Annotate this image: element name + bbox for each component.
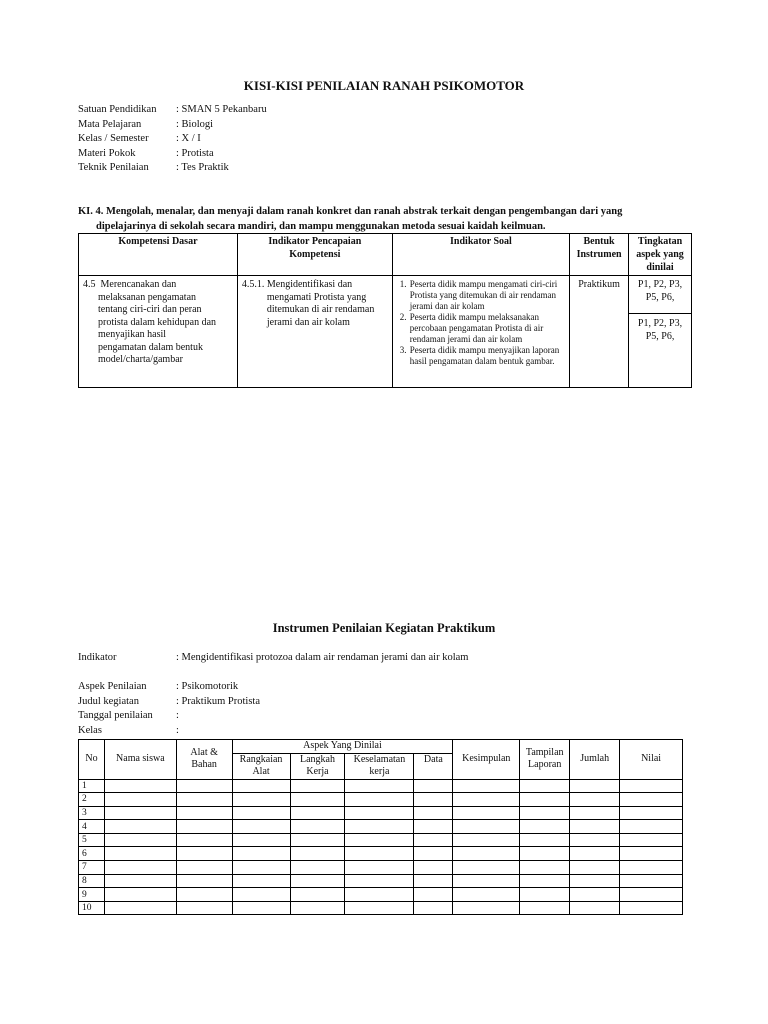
row-number: 8 <box>79 874 105 888</box>
score-cell[interactable] <box>453 779 520 793</box>
row-number: 9 <box>79 888 105 902</box>
kisi-kisi-table <box>78 233 692 388</box>
score-cell[interactable] <box>290 779 345 793</box>
score-cell[interactable] <box>176 793 232 807</box>
score-cell[interactable] <box>453 901 520 915</box>
score-cell[interactable] <box>453 833 520 847</box>
header-bentuk: Bentuk Instrumen <box>570 234 629 276</box>
score-cell[interactable] <box>345 793 414 807</box>
score-cell[interactable] <box>620 888 683 902</box>
score-cell[interactable] <box>232 806 290 820</box>
score-cell[interactable] <box>570 806 620 820</box>
score-cell[interactable] <box>570 901 620 915</box>
table-row <box>79 888 683 902</box>
table-row <box>79 779 683 793</box>
score-cell[interactable] <box>520 820 570 834</box>
score-cell[interactable] <box>453 888 520 902</box>
score-cell[interactable] <box>176 888 232 902</box>
header-kd: Kompetensi Dasar <box>79 234 238 276</box>
score-cell[interactable] <box>345 847 414 861</box>
info-value: : Protista <box>176 147 214 159</box>
info-label: Kelas <box>78 724 102 736</box>
name-cell[interactable] <box>104 901 176 915</box>
name-cell[interactable] <box>104 847 176 861</box>
assessment-info <box>78 680 260 738</box>
score-cell[interactable] <box>345 779 414 793</box>
header-jumlah: Jumlah <box>570 740 620 780</box>
score-cell[interactable] <box>620 793 683 807</box>
info-label: Tanggal penilaian <box>78 710 153 721</box>
score-cell[interactable] <box>290 901 345 915</box>
table-row <box>79 793 683 807</box>
score-cell[interactable] <box>453 847 520 861</box>
row-number: 7 <box>79 861 105 875</box>
header-kesimpulan: Kesimpulan <box>453 740 520 780</box>
info-row <box>78 724 260 739</box>
score-cell[interactable] <box>232 820 290 834</box>
score-cell[interactable] <box>620 779 683 793</box>
table-row <box>79 820 683 834</box>
ki-line-1: KI. 4. Mengolah, menalar, dan menyaji dalam ranah konkret dan ranah abstrak terkait dengan pengembangan dari yang <box>78 206 623 217</box>
score-cell[interactable] <box>453 874 520 888</box>
row-number: 5 <box>79 833 105 847</box>
score-cell[interactable] <box>620 847 683 861</box>
row-number: 4 <box>79 820 105 834</box>
score-cell[interactable] <box>414 901 453 915</box>
header-nama: Nama siswa <box>104 740 176 780</box>
kd-cell: 4.5 Merencanakan dan melaksanan pengamatan tentang ciri-ciri dan peran protista dalam kehidupan dan menyajikan hasil pengamatan dalam bentuk model/charta/gambar <box>79 276 238 388</box>
score-cell[interactable] <box>570 888 620 902</box>
ki-line-2: dipelajarinya di sekolah secara mandiri, dan mampu menggunakan metoda sesuai kaidah keilmuan. <box>96 220 546 232</box>
score-cell[interactable] <box>520 779 570 793</box>
name-cell[interactable] <box>104 833 176 847</box>
name-cell[interactable] <box>104 779 176 793</box>
header-soal: Indikator Soal <box>392 234 569 276</box>
score-cell[interactable] <box>176 874 232 888</box>
score-cell[interactable] <box>620 901 683 915</box>
info-value: : Praktikum Protista <box>176 695 260 707</box>
score-cell[interactable] <box>520 874 570 888</box>
table-header-row <box>79 234 692 276</box>
info-row <box>78 709 260 724</box>
header-tingkatan: Tingkatan aspek yang dinilai <box>629 234 692 276</box>
score-cell[interactable] <box>520 833 570 847</box>
score-cell[interactable] <box>345 833 414 847</box>
score-cell[interactable] <box>520 847 570 861</box>
info-label: Mata Pelajaran <box>78 118 142 130</box>
score-cell[interactable] <box>570 779 620 793</box>
soal-item: 1. Peserta didik mampu mengamati ciri-ciri Protista yang ditemukan di air rendaman jerami dan air kolam <box>409 279 565 312</box>
info-row <box>78 680 260 695</box>
soal-item: 2. Peserta didik mampu melaksanakan percobaan pengamatan Protista di air rendaman jerami dan air kolam <box>409 312 565 345</box>
score-cell[interactable] <box>520 793 570 807</box>
score-cell[interactable] <box>414 833 453 847</box>
core-competence <box>78 205 692 234</box>
row-number: 10 <box>79 901 105 915</box>
score-cell[interactable] <box>176 820 232 834</box>
info-label: Aspek Penilaian <box>78 681 147 692</box>
score-cell[interactable] <box>290 833 345 847</box>
info-label: Judul kegiatan <box>78 695 139 707</box>
score-cell[interactable] <box>345 888 414 902</box>
bentuk-cell: Praktikum <box>570 276 629 388</box>
header-tampilan: Tampilan Laporan <box>520 740 570 780</box>
score-cell[interactable] <box>570 861 620 875</box>
score-cell[interactable] <box>520 901 570 915</box>
header-alat: Alat & Bahan <box>176 740 232 780</box>
tingkatan-cell: P1, P2, P3, P5, P6, <box>629 314 692 388</box>
identity-info <box>78 103 267 176</box>
table-row <box>79 847 683 861</box>
indikator-row <box>78 651 468 666</box>
header-ipk: Indikator Pencapaian Kompetensi <box>237 234 392 276</box>
score-cell[interactable] <box>414 888 453 902</box>
info-row <box>78 161 267 176</box>
soal-cell <box>392 276 569 388</box>
score-cell[interactable] <box>232 888 290 902</box>
score-cell[interactable] <box>232 847 290 861</box>
info-value: : Mengidentifikasi protozoa dalam air rendaman jerami dan air kolam <box>176 652 469 663</box>
score-cell[interactable] <box>620 820 683 834</box>
score-cell[interactable] <box>345 820 414 834</box>
score-cell[interactable] <box>232 874 290 888</box>
score-cell[interactable] <box>414 793 453 807</box>
tingkatan-cell: P1, P2, P3, P5, P6, <box>629 276 692 314</box>
info-value: : X / I <box>176 133 201 144</box>
info-label: Teknik Penilaian <box>78 162 149 173</box>
score-cell[interactable] <box>345 901 414 915</box>
score-cell[interactable] <box>290 874 345 888</box>
score-cell[interactable] <box>570 847 620 861</box>
score-cell[interactable] <box>176 901 232 915</box>
table-header-row <box>79 740 683 754</box>
score-cell[interactable] <box>290 806 345 820</box>
score-cell[interactable] <box>520 806 570 820</box>
info-label: Indikator <box>78 652 117 663</box>
score-cell[interactable] <box>176 861 232 875</box>
score-cell[interactable] <box>232 861 290 875</box>
score-cell[interactable] <box>414 806 453 820</box>
score-cell[interactable] <box>345 874 414 888</box>
score-cell[interactable] <box>620 833 683 847</box>
score-cell[interactable] <box>290 847 345 861</box>
score-cell[interactable] <box>453 820 520 834</box>
info-label: Kelas / Semester <box>78 133 149 144</box>
info-label: Materi Pokok <box>78 147 136 159</box>
score-cell[interactable] <box>176 833 232 847</box>
header-data: Data <box>414 753 453 779</box>
table-row <box>79 833 683 847</box>
score-cell[interactable] <box>520 888 570 902</box>
header-keselamatan: Keselamatan kerja <box>345 753 414 779</box>
score-cell[interactable] <box>453 861 520 875</box>
header-langkah: Langkah Kerja <box>290 753 345 779</box>
table-row <box>79 901 683 915</box>
name-cell[interactable] <box>104 820 176 834</box>
info-value: : Biologi <box>176 118 214 130</box>
score-cell[interactable] <box>232 833 290 847</box>
info-row <box>78 695 260 710</box>
name-cell[interactable] <box>104 874 176 888</box>
score-cell[interactable] <box>620 806 683 820</box>
score-cell[interactable] <box>414 779 453 793</box>
score-cell[interactable] <box>290 888 345 902</box>
score-cell[interactable] <box>453 806 520 820</box>
score-cell[interactable] <box>570 874 620 888</box>
header-nilai: Nilai <box>620 740 683 780</box>
score-cell[interactable] <box>290 861 345 875</box>
score-cell[interactable] <box>453 793 520 807</box>
row-number: 6 <box>79 847 105 861</box>
score-cell[interactable] <box>620 874 683 888</box>
header-no: No <box>79 740 105 780</box>
info-label: Satuan Pendidikan <box>78 104 157 115</box>
score-cell[interactable] <box>520 861 570 875</box>
info-row <box>78 118 267 133</box>
header-aspek: Aspek Yang Dinilai <box>232 740 453 754</box>
row-number: 1 <box>79 779 105 793</box>
info-row <box>78 103 267 118</box>
info-row <box>78 147 267 162</box>
score-cell[interactable] <box>232 793 290 807</box>
score-cell[interactable] <box>345 806 414 820</box>
ipk-cell: 4.5.1. Mengidentifikasi dan mengamati Protista yang ditemukan di air rendaman jerami dan air kolam <box>237 276 392 388</box>
table-row <box>79 874 683 888</box>
score-cell[interactable] <box>176 847 232 861</box>
row-number: 3 <box>79 806 105 820</box>
table-row <box>79 276 692 314</box>
score-cell[interactable] <box>570 793 620 807</box>
score-cell[interactable] <box>570 820 620 834</box>
name-cell[interactable] <box>104 793 176 807</box>
info-value: : <box>176 724 179 736</box>
name-cell[interactable] <box>104 806 176 820</box>
assessment-table <box>78 739 683 915</box>
score-cell[interactable] <box>414 820 453 834</box>
score-cell[interactable] <box>290 820 345 834</box>
row-number: 2 <box>79 793 105 807</box>
info-value: : Psikomotorik <box>176 681 239 692</box>
instrument-title: Instrumen Penilaian Kegiatan Praktikum <box>272 621 496 635</box>
score-cell[interactable] <box>570 833 620 847</box>
score-cell[interactable] <box>345 861 414 875</box>
table-row <box>79 861 683 875</box>
info-row <box>78 132 267 147</box>
score-cell[interactable] <box>232 779 290 793</box>
document-title: KISI-KISI PENILAIAN RANAH PSIKOMOTOR <box>243 78 525 93</box>
info-value: : Tes Praktik <box>176 162 229 173</box>
info-value: : <box>176 710 179 721</box>
score-cell[interactable] <box>232 901 290 915</box>
info-value: : SMAN 5 Pekanbaru <box>176 104 267 115</box>
score-cell[interactable] <box>176 806 232 820</box>
score-cell[interactable] <box>176 779 232 793</box>
header-rangkaian: Rangkaian Alat <box>232 753 290 779</box>
score-cell[interactable] <box>414 847 453 861</box>
score-cell[interactable] <box>414 874 453 888</box>
soal-item: 3. Peserta didik mampu menyajikan laporan hasil pengamatan dalam bentuk gambar. <box>409 345 565 367</box>
table-row <box>79 806 683 820</box>
name-cell[interactable] <box>104 888 176 902</box>
name-cell[interactable] <box>104 861 176 875</box>
score-cell[interactable] <box>290 793 345 807</box>
score-cell[interactable] <box>414 861 453 875</box>
score-cell[interactable] <box>620 861 683 875</box>
